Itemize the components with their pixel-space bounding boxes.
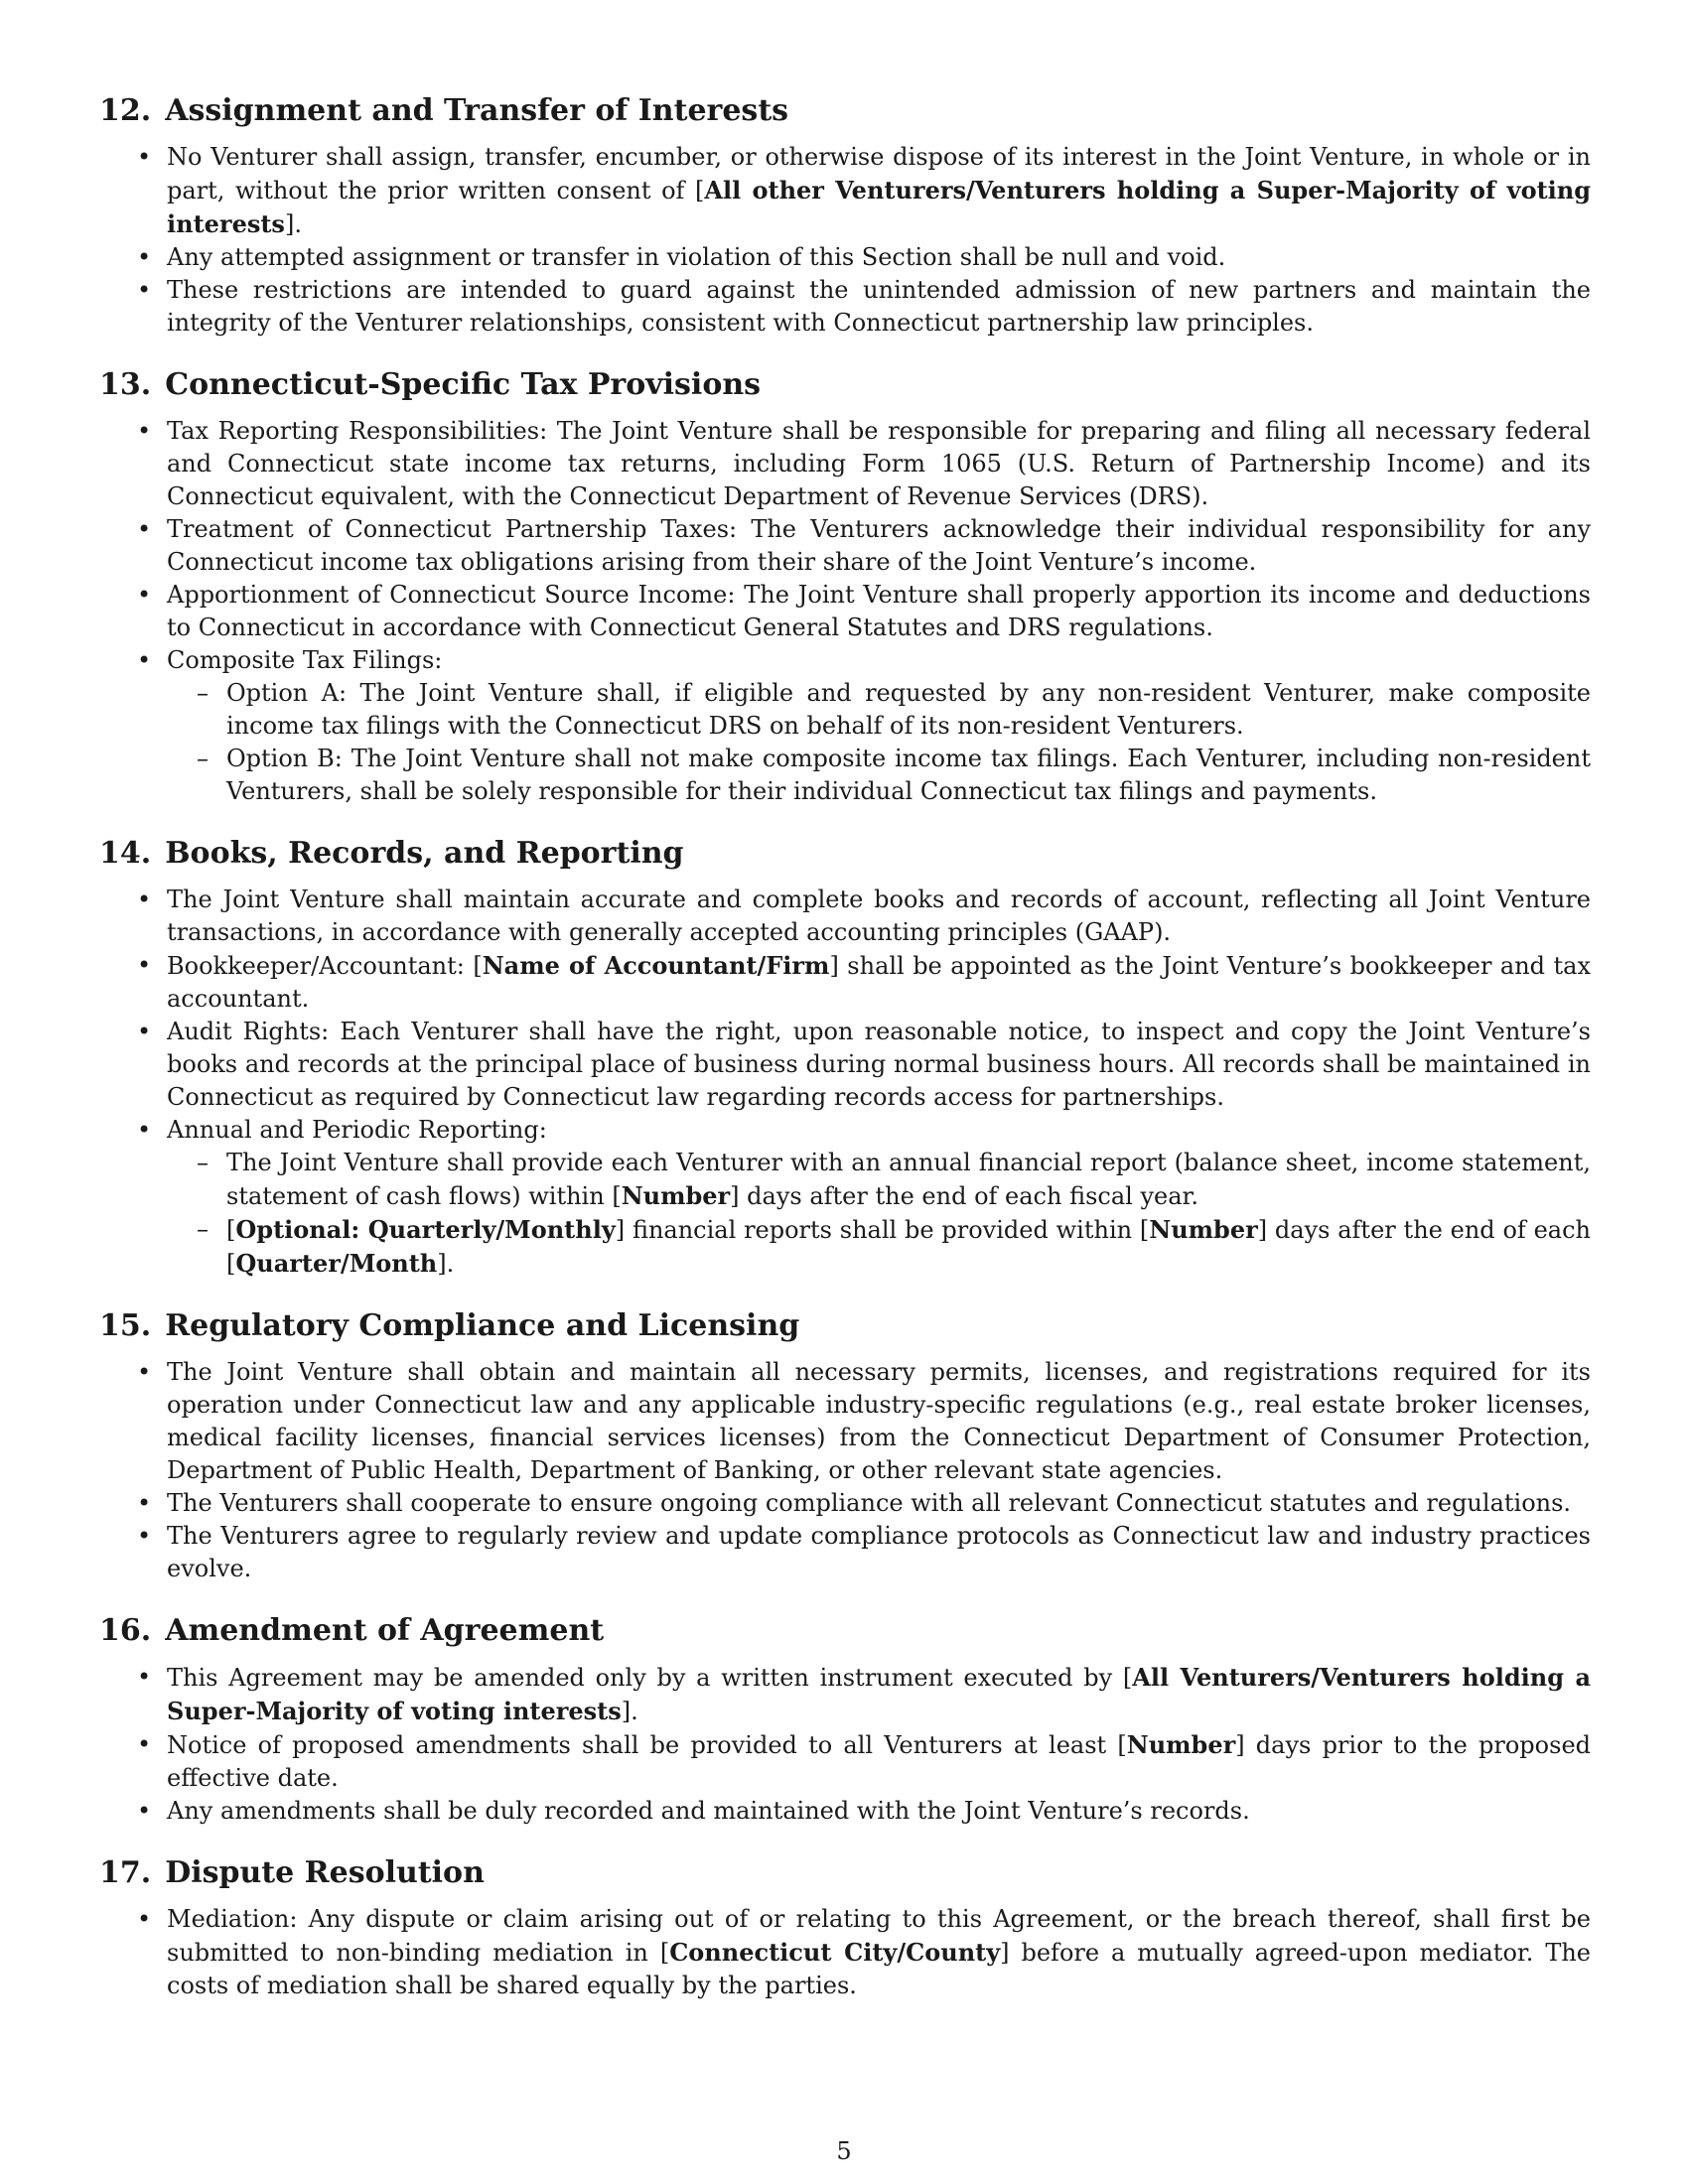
- section-heading: [99, 1611, 1591, 1651]
- section-number: 16.: [99, 1613, 152, 1648]
- section-heading: [99, 91, 1591, 131]
- list-item: • These restrictions are intended to guard against the unintended admission of new partners and maintain the integrity of the Venturer relationships, consistent with Connecticut partnership law principles.: [99, 274, 1591, 340]
- section-12: [99, 91, 1591, 340]
- list-item: • The Joint Venture shall obtain and maintain all necessary permits, licenses, and registrations required for its operation under Connecticut law and any applicable industry-specific regulations (e.g., real estate broker licenses, medical facility licenses, financial services licenses) from the Connecticut Department of Consumer Protection, Department of Public Health, Department of Banking, or other relevant state agencies.: [99, 1356, 1591, 1487]
- list-item: • Any attempted assignment or transfer in violation of this Section shall be null and void.: [99, 241, 1591, 274]
- list-item: • The Joint Venture shall maintain accurate and complete books and records of account, reflecting all Joint Venture transactions, in accordance with generally accepted accounting principles (GAAP).: [99, 884, 1591, 949]
- item-text: ] shall be appointed as the Joint Venture’s bookkeeper and tax accountant.: [167, 952, 1591, 1013]
- list-item: [99, 1661, 1591, 1728]
- section-13: [99, 365, 1591, 808]
- list-item: • The Venturers agree to regularly review and update compliance protocols as Connecticut law and industry practices evolve.: [99, 1520, 1591, 1585]
- list-item: [99, 644, 1591, 808]
- sub-list: [167, 1147, 1591, 1281]
- list-item: • Tax Reporting Responsibilities: The Joint Venture shall be responsible for preparing and filing all necessary federal and Connecticut state income tax returns, including Form 1065 (U.S. Return of Partnership Income) and its Connecticut equivalent, with the Connecticut Department of Revenue Services (DRS).: [99, 415, 1591, 513]
- section-title: Assignment and Transfer of Interests: [165, 93, 789, 128]
- list-item: • The Venturers shall cooperate to ensure ongoing compliance with all relevant Connecticut statutes and regulations.: [99, 1487, 1591, 1520]
- placeholder-text: All other Venturers/Venturers holding a Super-Majority of voting interests: [167, 176, 1592, 238]
- item-text: ] financial reports shall be provided within [: [615, 1216, 1150, 1244]
- item-text: Bookkeeper/Accountant: [: [167, 952, 483, 980]
- page-number: 5: [836, 2137, 852, 2165]
- section-title: Regulatory Compliance and Licensing: [165, 1308, 800, 1343]
- list-item: • Any amendments shall be duly recorded and maintained with the Joint Venture’s records.: [99, 1795, 1591, 1828]
- section-17: [99, 1853, 1591, 2002]
- placeholder-text: Quarter/Month: [235, 1249, 438, 1278]
- placeholder-text: Connecticut City/County: [669, 1938, 1001, 1967]
- section-number: 15.: [99, 1308, 152, 1343]
- section-heading: [99, 834, 1591, 874]
- bullet-list: [99, 1661, 1591, 1828]
- placeholder-text: Optional: Quarterly/Monthly: [235, 1215, 616, 1244]
- item-text: Composite Tax Filings:: [167, 646, 443, 674]
- list-item: [99, 141, 1591, 241]
- list-item: • Treatment of Connecticut Partnership Taxes: The Venturers acknowledge their individual responsibility for any Connecticut income tax obligations arising from their share of the Joint Venture’s income.: [99, 513, 1591, 579]
- item-text: ] days after the end of each fiscal year.: [730, 1182, 1198, 1210]
- section-heading: [99, 1306, 1591, 1346]
- section-16: [99, 1611, 1591, 1828]
- section-number: 17.: [99, 1855, 152, 1890]
- section-title: Dispute Resolution: [165, 1855, 485, 1890]
- section-14: [99, 834, 1591, 1281]
- item-text: ] before a mutually agreed-upon mediator. The costs of mediation shall be shared equally by the parties.: [167, 1939, 1591, 1999]
- section-heading: [99, 1853, 1591, 1893]
- sub-list-item: – Option B: The Joint Venture shall not make composite income tax filings. Each Venturer, including non-resident Venturers, shall be solely responsible for their individual Connecticut tax filings and payments.: [167, 743, 1591, 808]
- item-text: ].: [621, 1698, 638, 1725]
- bullet-list: [99, 141, 1591, 340]
- placeholder-text: All Venturers/Venturers holding a Super-Majority of voting interests: [167, 1663, 1591, 1725]
- list-item: • Audit Rights: Each Venturer shall have the right, upon reasonable notice, to inspect and copy the Joint Venture’s books and records at the principal place of business during normal business hours. All records shall be maintained in Connecticut as required by Connecticut law regarding records access for partnerships.: [99, 1016, 1591, 1114]
- document-body: [99, 91, 1591, 2028]
- sub-list-item: – Option A: The Joint Venture shall, if eligible and requested by any non-resident Venturer, make composite income tax filings with the Connecticut DRS on behalf of its non-resident Venturers.: [167, 677, 1591, 743]
- item-text: ] days after the end of each [: [226, 1216, 1592, 1278]
- section-title: Amendment of Agreement: [165, 1613, 605, 1648]
- sub-list: [167, 677, 1591, 808]
- item-text: No Venturer shall assign, transfer, encumber, or otherwise dispose of its interest in the Joint Venture, in whole or in part, without the prior written consent of [: [167, 143, 1591, 205]
- placeholder-text: Number: [1149, 1215, 1258, 1244]
- item-text: [: [226, 1216, 236, 1244]
- sub-list-item: [167, 1147, 1591, 1213]
- bullet-list: [99, 415, 1591, 808]
- item-text: ] days prior to the proposed effective date.: [167, 1731, 1592, 1792]
- placeholder-text: Number: [1126, 1730, 1236, 1759]
- bullet-list: [99, 1903, 1591, 2002]
- list-item: [99, 949, 1591, 1016]
- list-item: [99, 1728, 1591, 1795]
- section-number: 14.: [99, 836, 152, 871]
- sub-list-item: [167, 1213, 1591, 1281]
- section-number: 12.: [99, 93, 152, 128]
- item-text: Annual and Periodic Reporting:: [167, 1116, 547, 1144]
- item-text: The Joint Venture shall provide each Venturer with an annual financial report (balance sheet, income statement, statement of cash flows) within [: [226, 1149, 1591, 1210]
- section-15: [99, 1306, 1591, 1585]
- bullet-list: [99, 1356, 1591, 1585]
- item-text: ].: [284, 210, 302, 238]
- list-item: • Apportionment of Connecticut Source Income: The Joint Venture shall properly apportion its income and deductions to Connecticut in accordance with Connecticut General Statutes and DRS regulations.: [99, 579, 1591, 644]
- section-number: 13.: [99, 367, 152, 402]
- list-item: [99, 1114, 1591, 1281]
- placeholder-text: Name of Accountant/Firm: [482, 951, 830, 980]
- bullet-list: [99, 884, 1591, 1281]
- list-item: [99, 1903, 1591, 2002]
- item-text: ].: [437, 1250, 455, 1278]
- item-text: This Agreement may be amended only by a written instrument executed by [: [167, 1664, 1133, 1692]
- section-title: Books, Records, and Reporting: [165, 836, 684, 871]
- section-title: Connecticut-Specific Tax Provisions: [165, 367, 762, 402]
- section-heading: [99, 365, 1591, 405]
- placeholder-text: Number: [621, 1181, 731, 1210]
- item-text: Notice of proposed amendments shall be provided to all Venturers at least [: [167, 1731, 1127, 1759]
- item-text: Mediation: Any dispute or claim arising out of or relating to this Agreement, or the breach thereof, shall first be submitted to non-binding mediation in [: [167, 1905, 1591, 1967]
